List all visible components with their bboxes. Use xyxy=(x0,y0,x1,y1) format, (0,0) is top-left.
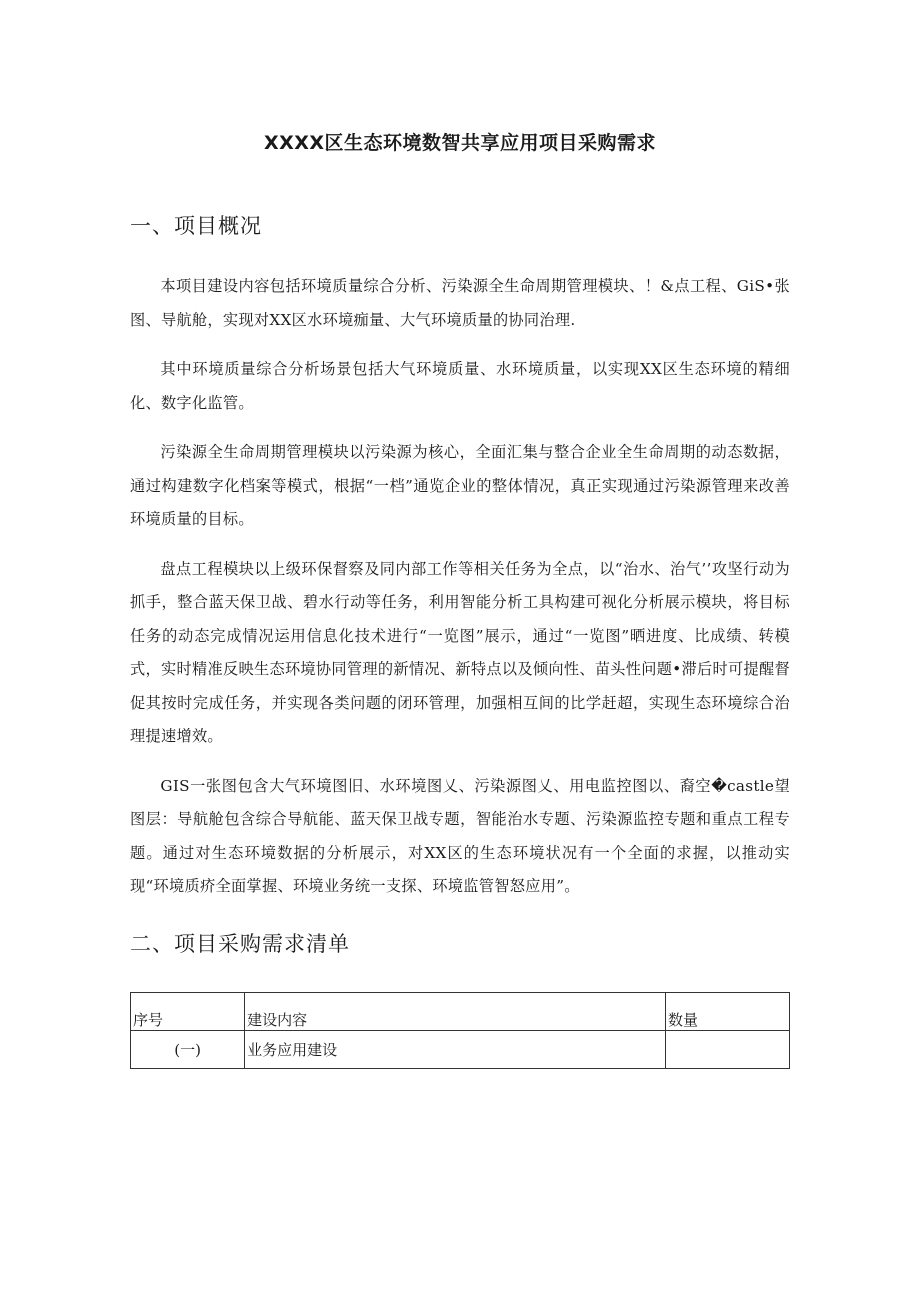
cell-seq: (一) xyxy=(131,1031,245,1069)
header-quantity: 数量 xyxy=(666,993,790,1031)
header-content: 建设内容 xyxy=(245,993,666,1031)
paragraph: 污染源全生命周期管理模块以污染源为核心，全面汇集与整合企业全生命周期的动态数据，通过构建数字化档案等模式，根据“一档”通览企业的整体情况，真正实现通过污染源管理来改善环境质量的目标。 xyxy=(130,443,790,528)
paragraph: 其中环境质量综合分析场景包括大气环境质量、水环境质量，以实现XX区生态环境的精细化、数字化监管。 xyxy=(130,360,790,412)
header-seq: 序号 xyxy=(131,993,245,1031)
paragraph: 本项目建设内容包括环境质量综合分析、污染源全生命周期管理模块、！&点工程、GiS•张图、导航舱，实现对XX区水环境痂量、大气环境质量的协同治理. xyxy=(130,277,790,329)
document-title: XXXX区生态环境数智共享应用项目采购需求 xyxy=(263,132,657,154)
cell-quantity xyxy=(666,1031,790,1069)
requirements-table xyxy=(130,992,790,1069)
table-header-row xyxy=(131,993,790,1031)
table-row xyxy=(131,1031,790,1069)
paragraph: 盘点工程模块以上级环保督察及同内部工作等相关任务为全点，以“治水、治气’’攻坚行动为抓手，整合蓝天保卫战、碧水行动等任务，利用智能分析工具构建可视化分析展示模块，将目标任务的动态完成情况运用信息化技术进行“一览图”展示，通过“一览图”晒进度、比成绩、转模式，实时精准反映生态环境协同管理的新情况、新特点以及倾向性、苗头性问题•滞后时可提醒督促其按时完成任务，并实现各类问题的闭环管理，加强相互间的比学赶超，实现生态环境综合治理提速增效。 xyxy=(130,559,790,745)
cell-content: 业务应用建设 xyxy=(245,1031,666,1069)
paragraph: GIS一张图包含大气环境图旧、水环境图乂、污染源图乂、用电监控图以、裔空�castle望图层：导航舱包含综合导航能、蓝天保卫战专题，智能治水专题、污染源监控专题和重点工程专题。通过对生态环境数据的分析展示，对XX区的生态环境状况有一个全面的求握，以推动实现“环境质疥全面掌握、环境业务统一支探、环境监管智怒应用”。 xyxy=(130,776,790,895)
section-heading-overview: 一、项目概况 xyxy=(130,214,262,238)
section-heading-requirements: 二、项目采购需求清单 xyxy=(130,932,350,956)
overview-body xyxy=(130,270,790,920)
